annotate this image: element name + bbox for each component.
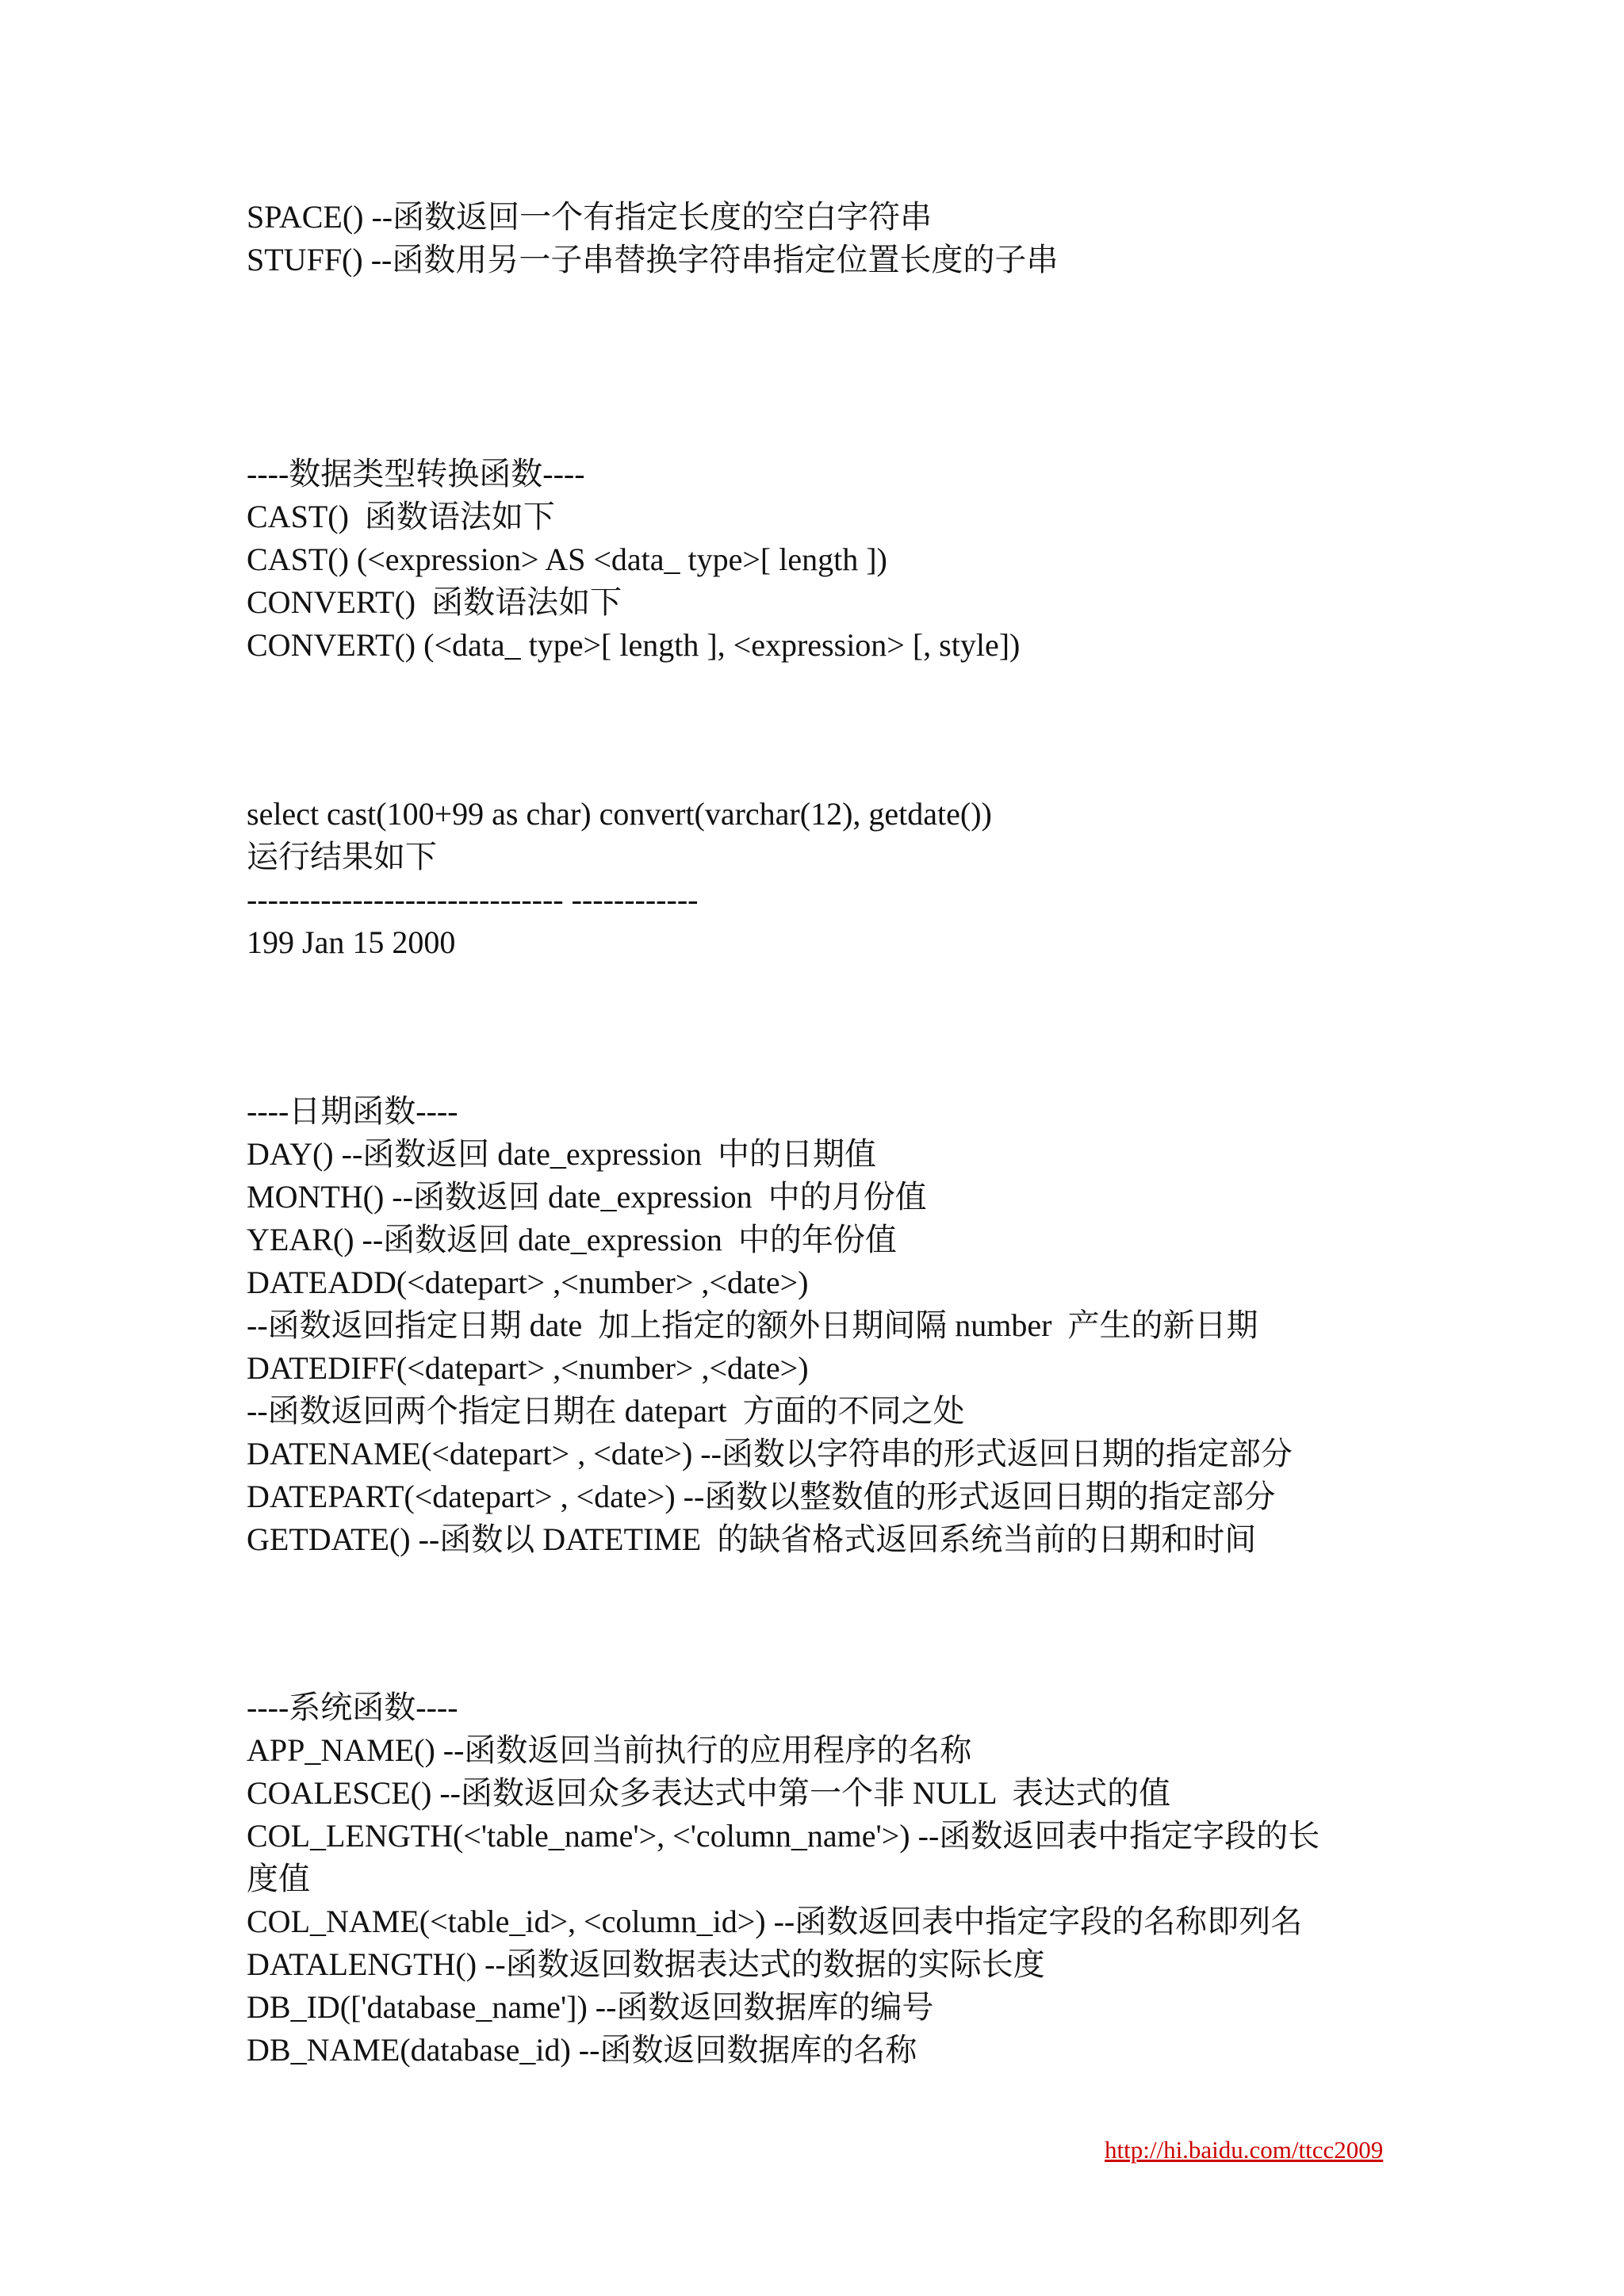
text-line-cast-title: CAST() 函数语法如下 (247, 499, 555, 534)
text-line-col-length-cont: 度值 (247, 1861, 310, 1896)
text-line-coalesce: COALESCE() --函数返回众多表达式中第一个非 NULL 表达式的值 (247, 1775, 1171, 1811)
text-line-col-name: COL_NAME(<table_id>, <column_id>) --函数返回表中指定字段的名称即列名 (247, 1904, 1303, 1939)
text-line-year: YEAR() --函数返回 date_expression 中的年份值 (247, 1222, 897, 1257)
text-line-convert-syntax: CONVERT() (<data_ type>[ length ], <expression> [, style]) (247, 627, 1021, 663)
text-line-result-value: 199 Jan 15 2000 (247, 924, 456, 960)
section-heading-conversion: ----数据类型转换函数---- (247, 456, 585, 492)
text-line-cast-syntax: CAST() (<expression> AS <data_ type>[ length ]) (247, 541, 887, 577)
text-line-datalength: DATALENGTH() --函数返回数据表达式的数据的实际长度 (247, 1946, 1045, 1982)
text-line-db-name: DB_NAME(database_id) --函数返回数据库的名称 (247, 2032, 917, 2068)
text-line-dateadd: DATEADD(<datepart> ,<number> ,<date>) (247, 1265, 809, 1300)
text-line-space: SPACE() --函数返回一个有指定长度的空白字符串 (247, 199, 933, 235)
text-line-col-length: COL_LENGTH(<'table_name'>, <'column_name'>) --函数返回表中指定字段的长 (247, 1818, 1320, 1854)
text-line-dateadd-desc: --函数返回指定日期 date 加上指定的额外日期间隔 number 产生的新日期 (247, 1307, 1258, 1343)
text-line-stuff: STUFF() --函数用另一子串替换字符串指定位置长度的子串 (247, 242, 1059, 277)
text-line-app-name: APP_NAME() --函数返回当前执行的应用程序的名称 (247, 1732, 972, 1768)
text-line-getdate: GETDATE() --函数以 DATETIME 的缺省格式返回系统当前的日期和时间 (247, 1521, 1257, 1557)
text-line-convert-title: CONVERT() 函数语法如下 (247, 584, 622, 620)
text-line-result-divider: ------------------------------ ------------ (247, 882, 699, 917)
text-line-datename: DATENAME(<datepart> , <date>) --函数以字符串的形式返回日期的指定部分 (247, 1436, 1293, 1471)
section-heading-system: ----系统函数---- (247, 1689, 458, 1725)
text-line-datediff-desc: --函数返回两个指定日期在 datepart 方面的不同之处 (247, 1393, 965, 1429)
text-line-select-example: select cast(100+99 as char) convert(varchar(12), getdate()) (247, 796, 992, 832)
footer-link[interactable]: http://hi.baidu.com/ttcc2009 (1105, 2136, 1384, 2164)
text-line-result-label: 运行结果如下 (247, 839, 437, 874)
text-line-month: MONTH() --函数返回 date_expression 中的月份值 (247, 1179, 927, 1215)
section-heading-date: ----日期函数---- (247, 1093, 458, 1129)
text-line-datepart: DATEPART(<datepart> , <date>) --函数以整数值的形式返回日期的指定部分 (247, 1479, 1276, 1514)
text-line-datediff: DATEDIFF(<datepart> ,<number> ,<date>) (247, 1350, 809, 1386)
text-line-db-id: DB_ID(['database_name']) --函数返回数据库的编号 (247, 1989, 934, 2025)
text-line-day: DAY() --函数返回 date_expression 中的日期值 (247, 1136, 876, 1172)
